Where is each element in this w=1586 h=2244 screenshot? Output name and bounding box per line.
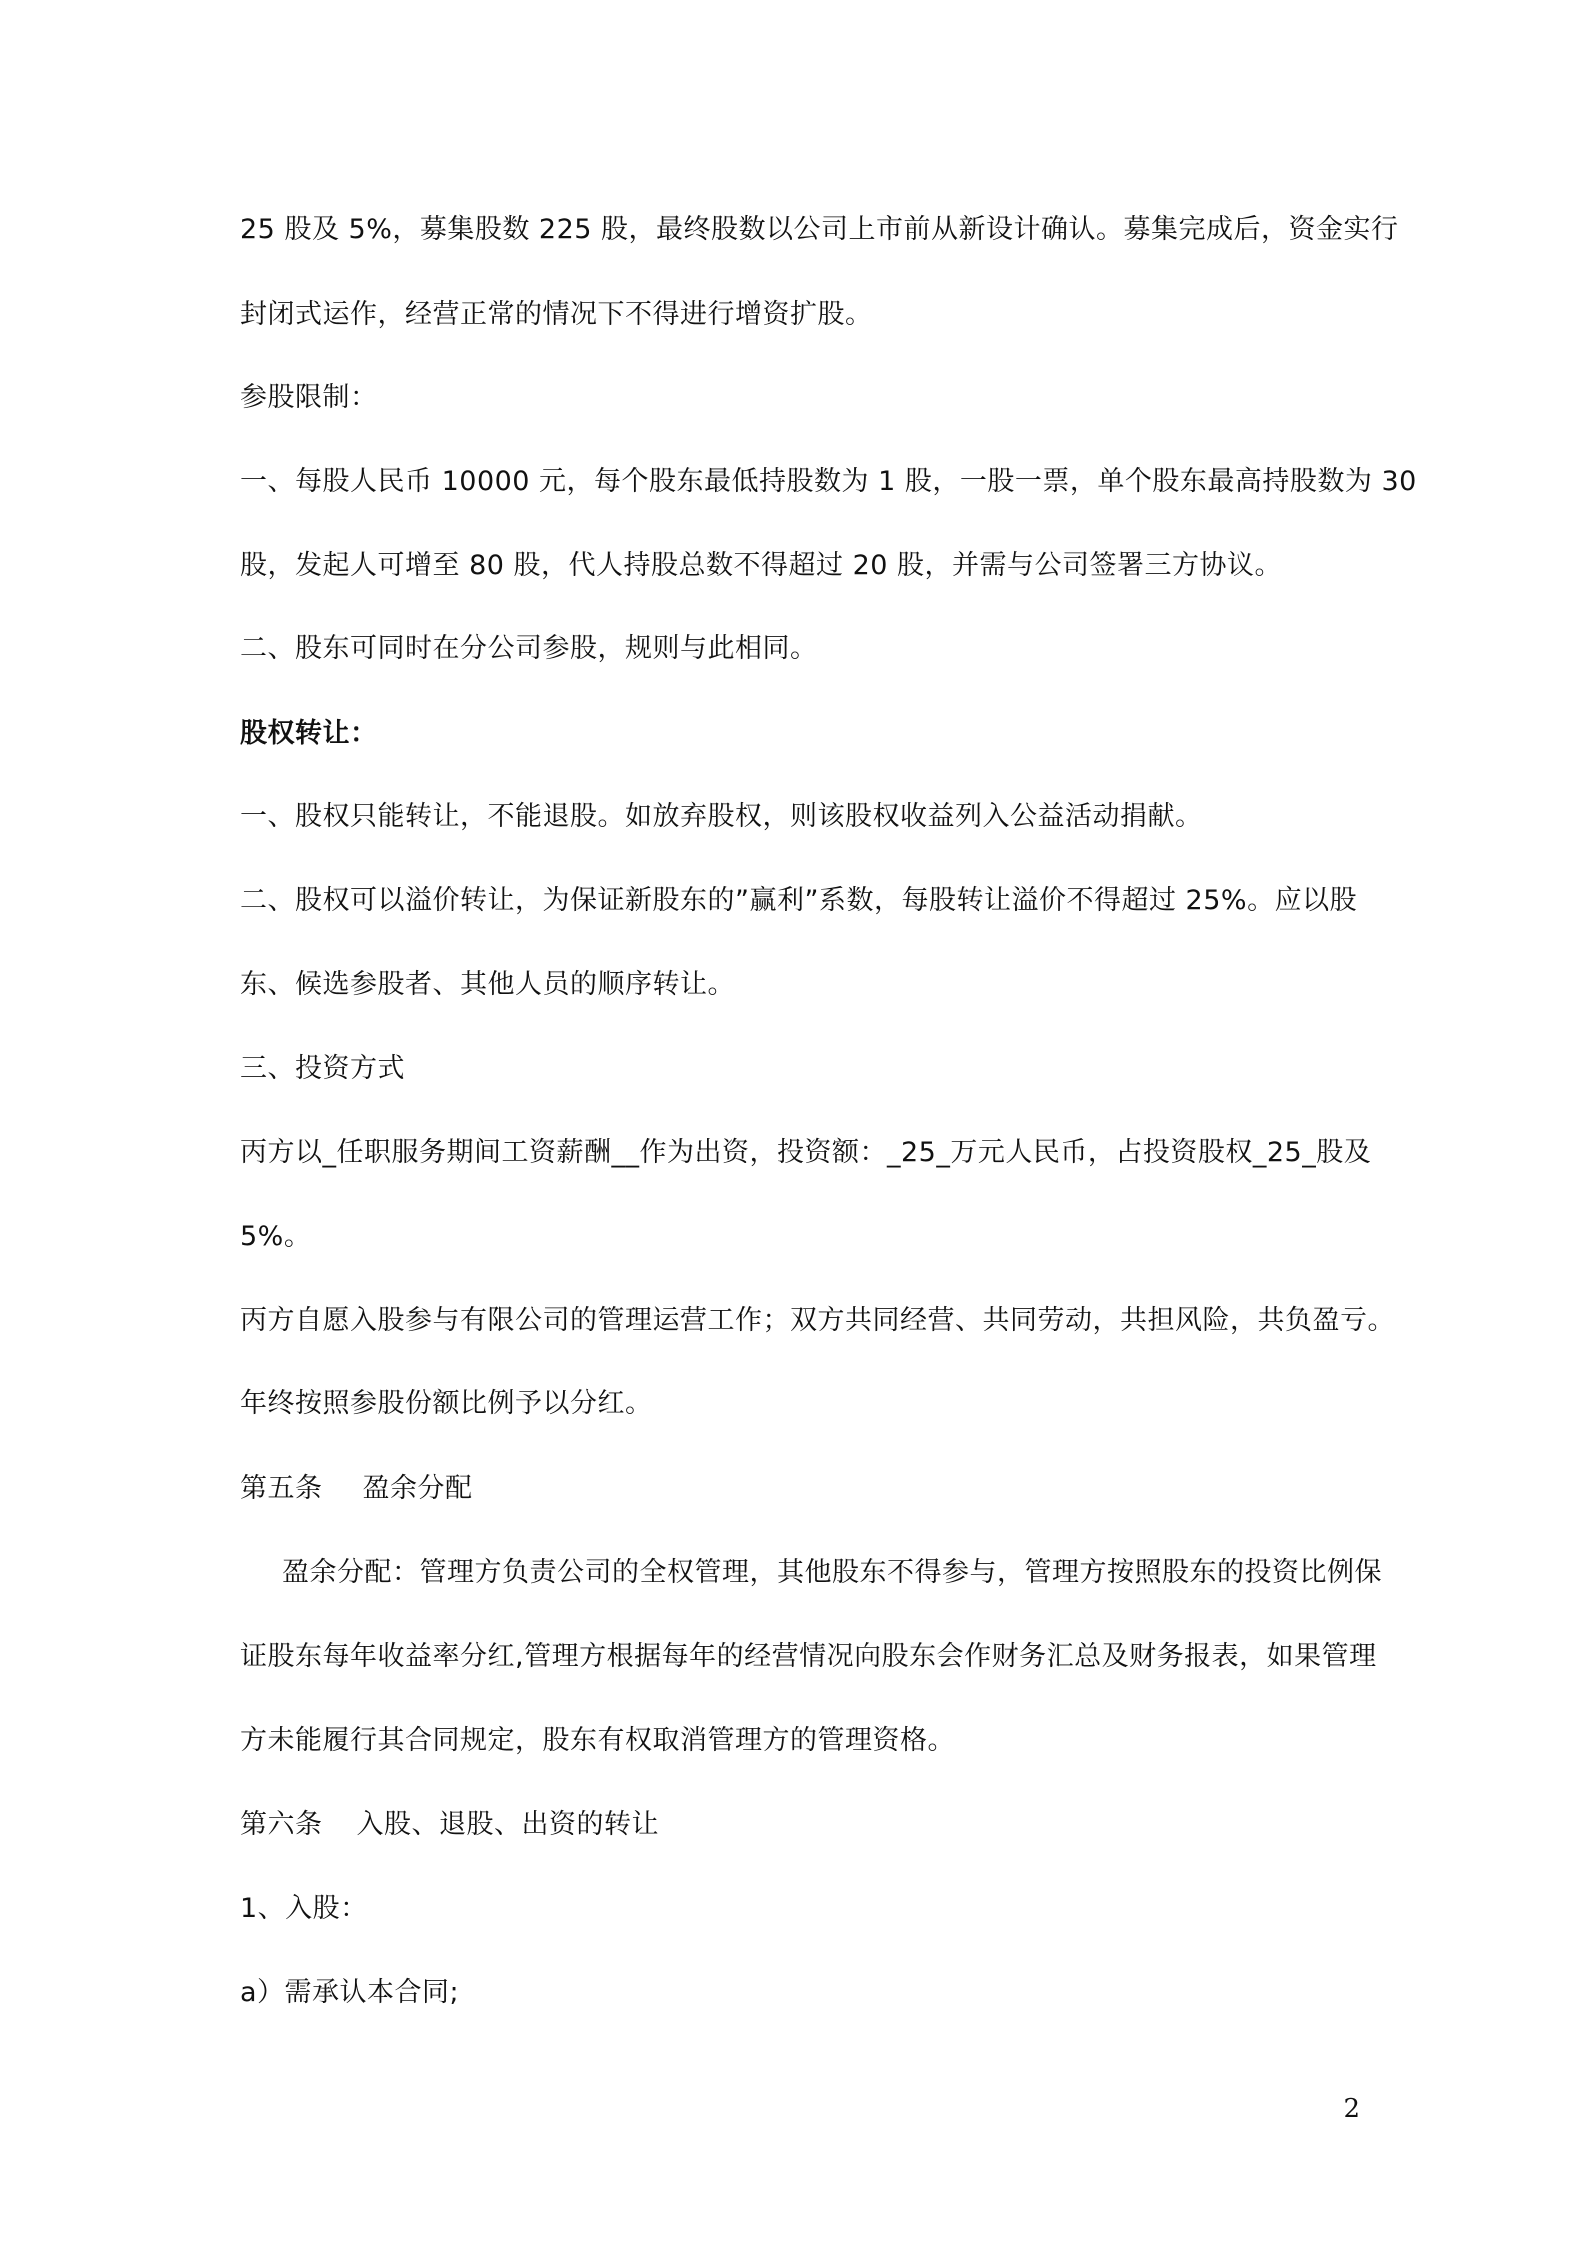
paragraph-line: 25 股及 5%，募集股数 225 股，最终股数以公司上市前从新设计确认。募集完成后，资金实行 <box>240 214 1399 245</box>
paragraph-line: 股，发起人可增至 80 股，代人持股总数不得超过 20 股，并需与公司签署三方协议。 <box>240 550 1283 581</box>
paragraph-line: 二、股权可以溢价转让，为保证新股东的”赢利”系数，每股转让溢价不得超过 25%。应以股 <box>240 885 1358 916</box>
paragraph-line: 东、候选参股者、其他人员的顺序转让。 <box>240 969 735 1000</box>
section-label: 三、投资方式 <box>240 1053 405 1084</box>
article-title: 入股、退股、出资的转让 <box>356 1809 659 1840</box>
section-heading: 股权转让： <box>240 718 378 749</box>
article-title: 盈余分配 <box>362 1473 473 1504</box>
paragraph-line: 一、股权只能转让，不能退股。如放弃股权，则该股权收益列入公益活动捐献。 <box>240 801 1203 832</box>
paragraph-line: 丙方自愿入股参与有限公司的管理运营工作；双方共同经营、共同劳动，共担风险，共负盈亏。 <box>240 1305 1395 1336</box>
article-number: 第六条 <box>240 1809 323 1840</box>
article-5-heading <box>240 1469 1360 1509</box>
paragraph-line: 5%。 <box>240 1221 312 1252</box>
list-item: 1、入股： <box>240 1893 368 1924</box>
list-item: a）需承认本合同; <box>240 1977 460 2008</box>
paragraph-line: 证股东每年收益率分红,管理方根据每年的经营情况向股东会作财务汇总及财务报表，如果管理 <box>240 1641 1377 1672</box>
section-label: 参股限制： <box>240 382 378 413</box>
paragraph-line: 年终按照参股份额比例予以分红。 <box>240 1388 653 1419</box>
article-6-heading <box>240 1805 1360 1845</box>
paragraph-line: 盈余分配：管理方负责公司的全权管理，其他股东不得参与，管理方按照股东的投资比例保 <box>282 1557 1382 1588</box>
paragraph-line: 方未能履行其合同规定，股东有权取消管理方的管理资格。 <box>240 1725 955 1756</box>
paragraph-line: 二、股东可同时在分公司参股，规则与此相同。 <box>240 633 818 664</box>
paragraph-line: 丙方以_任职服务期间工资薪酬__作为出资，投资额：_25_万元人民币，占投资股权_25_股及 <box>240 1137 1372 1168</box>
page-number: 2 <box>1343 2094 1360 2124</box>
article-number: 第五条 <box>240 1473 323 1504</box>
paragraph-line: 封闭式运作，经营正常的情况下不得进行增资扩股。 <box>240 299 873 330</box>
paragraph-line: 一、每股人民币 10000 元，每个股东最低持股数为 1 股，一股一票，单个股东最高持股数为 30 <box>240 466 1417 497</box>
